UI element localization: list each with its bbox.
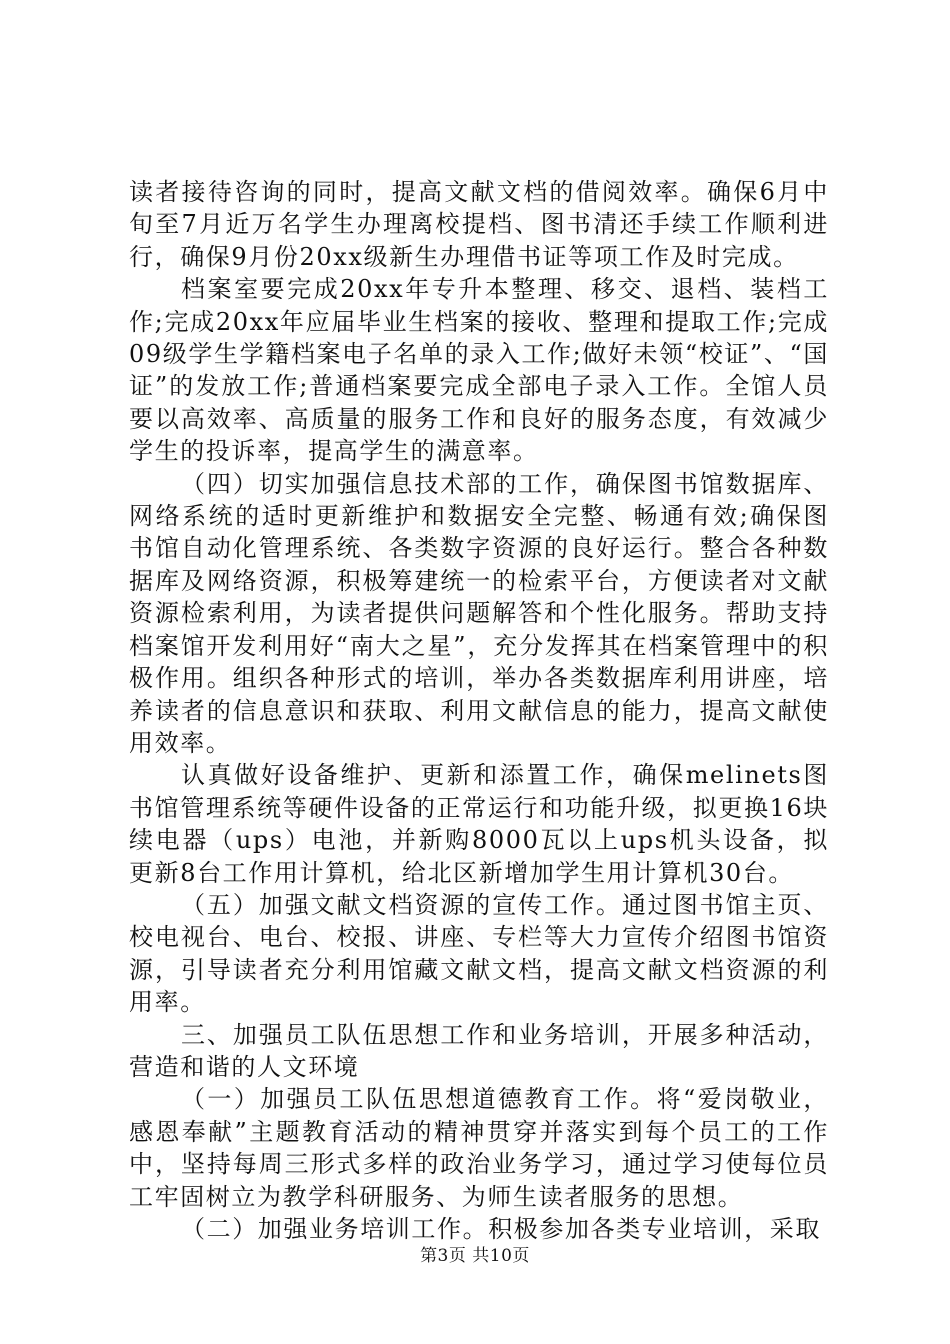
document-body xyxy=(129,176,829,1245)
paragraph-5: （五）加强文献文档资源的宣传工作。通过图书馆主页、校电视台、电台、校报、讲座、专栏等大力宣传介绍图书馆资源，引导读者充分利用馆藏文献文档，提高文献文档资源的利用率。 xyxy=(129,890,829,1017)
paragraph-4: 认真做好设备维护、更新和添置工作，确保melinets图书馆管理系统等硬件设备的正常运行和功能升级，拟更换16块续电器（ups）电池，并新购8000瓦以上ups机头设备，拟更新8台工作用计算机，给北区新增加学生用计算机30台。 xyxy=(129,761,829,887)
section-heading: 三、加强员工队伍思想工作和业务培训，开展多种活动，营造和谐的人文环境 xyxy=(129,1020,829,1081)
paragraph-2: 档案室要完成20xx年专升本整理、移交、退档、装档工作;完成20xx年应届毕业生档案的接收、整理和提取工作;完成09级学生学籍档案电子名单的录入工作;做好未领“校证”、“国证”的发放工作;普通档案要完成全部电子录入工作。全馆人员要以高效率、高质量的服务工作和良好的服务态度，有效减少学生的投诉率，提高学生的满意率。 xyxy=(129,275,829,466)
paragraph-3: （四）切实加强信息技术部的工作，确保图书馆数据库、网络系统的适时更新维护和数据安全完整、畅通有效;确保图书馆自动化管理系统、各类数字资源的良好运行。整合各种数据库及网络资源，积极筹建统一的检索平台，方便读者对文献资源检索利用，为读者提供问题解答和个性化服务。帮助支持档案馆开发利用好“南大之星”，充分发挥其在档案管理中的积极作用。组织各种形式的培训，举办各类数据库利用讲座，培养读者的信息意识和获取、利用文献信息的能力，提高文献使用效率。 xyxy=(129,469,829,757)
page-number-footer: 第3页 共10页 xyxy=(420,1246,530,1266)
paragraph-1: 读者接待咨询的同时，提高文献文档的借阅效率。确保6月中旬至7月近万名学生办理离校提档、图书清还手续工作顺利进行，确保9月份20xx级新生办理借书证等项工作及时完成。 xyxy=(129,178,829,271)
paragraph-7: （一）加强员工队伍思想道德教育工作。将“爱岗敬业，感恩奉献”主题教育活动的精神贯穿并落实到每个员工的工作中，坚持每周三形式多样的政治业务学习，通过学习使每位员工牢固树立为教学科研服务、为师生读者服务的思想。 xyxy=(129,1085,829,1211)
paragraph-8: （二）加强业务培训工作。积极参加各类专业培训，采取 xyxy=(181,1215,821,1243)
